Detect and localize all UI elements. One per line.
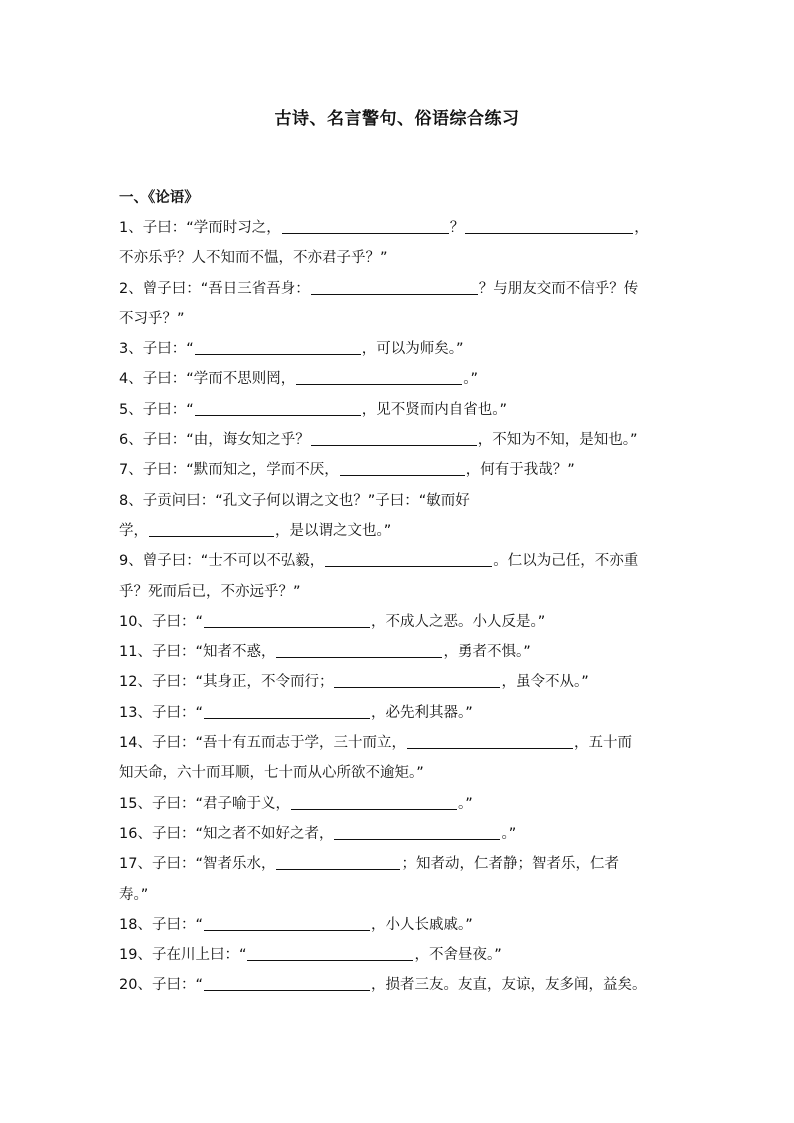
- line-text: 15、子曰：“君子喻于义，: [119, 795, 290, 812]
- line-text: 11、子曰：“知者不惑，: [119, 644, 276, 661]
- answer-blank[interactable]: [204, 911, 370, 931]
- exercise-line: [119, 667, 681, 697]
- line-text: ？: [449, 220, 465, 236]
- line-text: ，小人长戚戚。”: [370, 916, 473, 933]
- exercise-line: [119, 274, 681, 304]
- line-text: ？与朋友交而不信乎？传: [478, 280, 639, 297]
- line-text: 4、子曰：“学而不思则罔，: [119, 371, 296, 388]
- exercise-line: [119, 546, 681, 576]
- line-text: 12、子曰：“其身正，不令而行；: [119, 674, 334, 691]
- line-text: ，可以为师矣。”: [361, 341, 464, 358]
- line-text: ，何有于我哉？”: [465, 462, 575, 479]
- exercise-line: [119, 910, 681, 940]
- line-text: 1、子曰：“学而时习之，: [119, 220, 281, 236]
- exercise-line: [119, 758, 681, 788]
- line-text: ，: [634, 220, 649, 236]
- answer-blank[interactable]: [204, 971, 370, 991]
- exercise-line: [119, 789, 681, 819]
- line-text: ，必先利其器。”: [370, 704, 473, 721]
- exercise-line: [119, 304, 681, 334]
- line-text: 寿。”: [119, 886, 149, 903]
- exercise-line: [119, 425, 681, 455]
- exercise-line: [119, 940, 681, 970]
- exercise-line: [119, 213, 681, 243]
- line-text: ；知者动，仁者静；智者乐，仁者: [401, 856, 619, 873]
- line-text: 9、曾子曰：“士不可以不弘毅，: [119, 553, 325, 570]
- exercise-line: [119, 486, 681, 516]
- answer-blank[interactable]: [204, 699, 370, 719]
- answer-blank[interactable]: [334, 668, 500, 688]
- answer-blank[interactable]: [204, 608, 370, 628]
- answer-blank[interactable]: [340, 456, 465, 476]
- line-text: ，不舍昼夜。”: [414, 947, 502, 964]
- line-text: ，损者三友。友直，友谅，友多闻，益矣。: [370, 977, 647, 994]
- line-text: 19、子在川上曰：“: [119, 947, 247, 964]
- line-text: 2、曾子曰：“吾日三省吾身：: [119, 280, 310, 297]
- line-text: 7、子曰：“默而知之，学而不厌，: [119, 462, 339, 479]
- line-text: ，是以谓之文也。”: [275, 522, 392, 539]
- line-text: 3、子曰：“: [119, 341, 194, 358]
- line-text: 10、子曰：“: [119, 613, 203, 630]
- answer-blank[interactable]: [149, 517, 274, 537]
- line-text: 16、子曰：“知之者不如好之者，: [119, 825, 334, 842]
- answer-blank[interactable]: [276, 850, 400, 870]
- section-heading: 一、《论语》: [119, 190, 199, 206]
- line-text: ，虽令不从。”: [501, 674, 589, 691]
- page-title: 古诗、名言警句、俗语综合练习: [274, 109, 520, 129]
- line-text: 。”: [501, 825, 517, 842]
- exercise-line: [119, 395, 681, 425]
- exercise-line: [119, 455, 681, 485]
- answer-blank[interactable]: [276, 638, 442, 658]
- exercise-line: [119, 334, 681, 364]
- line-text: 18、子曰：“: [119, 916, 203, 933]
- exercise-line: [119, 849, 681, 879]
- line-text: 14、子曰：“吾十有五而志于学，三十而立，: [119, 735, 406, 752]
- line-text: 13、子曰：“: [119, 704, 203, 721]
- exercise-line: [119, 364, 681, 394]
- answer-blank[interactable]: [247, 941, 413, 961]
- line-text: ，不成人之恶。小人反是。”: [370, 613, 546, 630]
- answer-blank[interactable]: [195, 396, 361, 416]
- line-text: ，勇者不惧。”: [443, 644, 531, 661]
- answer-blank[interactable]: [325, 547, 492, 567]
- line-text: 乎？死而后已，不亦远乎？”: [119, 583, 301, 600]
- exercise-line: [119, 577, 681, 607]
- line-text: 知天命，六十而耳顺，七十而从心所欲不逾矩。”: [119, 765, 424, 782]
- answer-blank[interactable]: [195, 335, 361, 355]
- line-text: 。”: [463, 371, 479, 388]
- exercise-line: [119, 970, 681, 1000]
- answer-blank[interactable]: [465, 214, 633, 234]
- line-text: ，见不贤而内自省也。”: [361, 401, 508, 418]
- line-text: 6、子曰：“由，诲女知之乎？: [119, 432, 310, 449]
- answer-blank[interactable]: [311, 426, 477, 446]
- answer-blank[interactable]: [291, 790, 457, 810]
- exercise-line: [119, 728, 681, 758]
- line-text: 不亦乐乎？人不知而不愠，不亦君子乎？”: [119, 250, 388, 267]
- line-text: 。”: [457, 795, 473, 812]
- answer-blank[interactable]: [334, 820, 500, 840]
- exercise-line: [119, 880, 681, 910]
- line-text: 5、子曰：“: [119, 401, 194, 418]
- answer-blank[interactable]: [311, 275, 478, 295]
- answer-blank[interactable]: [282, 214, 449, 234]
- line-text: 20、子曰：“: [119, 977, 203, 994]
- line-text: ，不知为不知，是知也。”: [477, 432, 638, 449]
- answer-blank[interactable]: [296, 365, 462, 385]
- answer-blank[interactable]: [407, 729, 573, 749]
- exercise-line: [119, 607, 681, 637]
- exercise-list: [119, 213, 681, 1001]
- line-text: 不习乎？”: [119, 310, 185, 327]
- exercise-line: [119, 819, 681, 849]
- exercise-line: [119, 698, 681, 728]
- exercise-line: [119, 516, 681, 546]
- line-text: ，五十而: [573, 735, 632, 752]
- exercise-line: [119, 637, 681, 667]
- line-text: 17、子曰：“智者乐水，: [119, 856, 276, 873]
- line-text: 8、子贡问曰：“孔文子何以谓之文也？”子曰：“敏而好: [119, 492, 470, 509]
- line-text: 学，: [119, 522, 148, 539]
- line-text: 。仁以为己任，不亦重: [493, 553, 639, 570]
- exercise-line: [119, 243, 681, 273]
